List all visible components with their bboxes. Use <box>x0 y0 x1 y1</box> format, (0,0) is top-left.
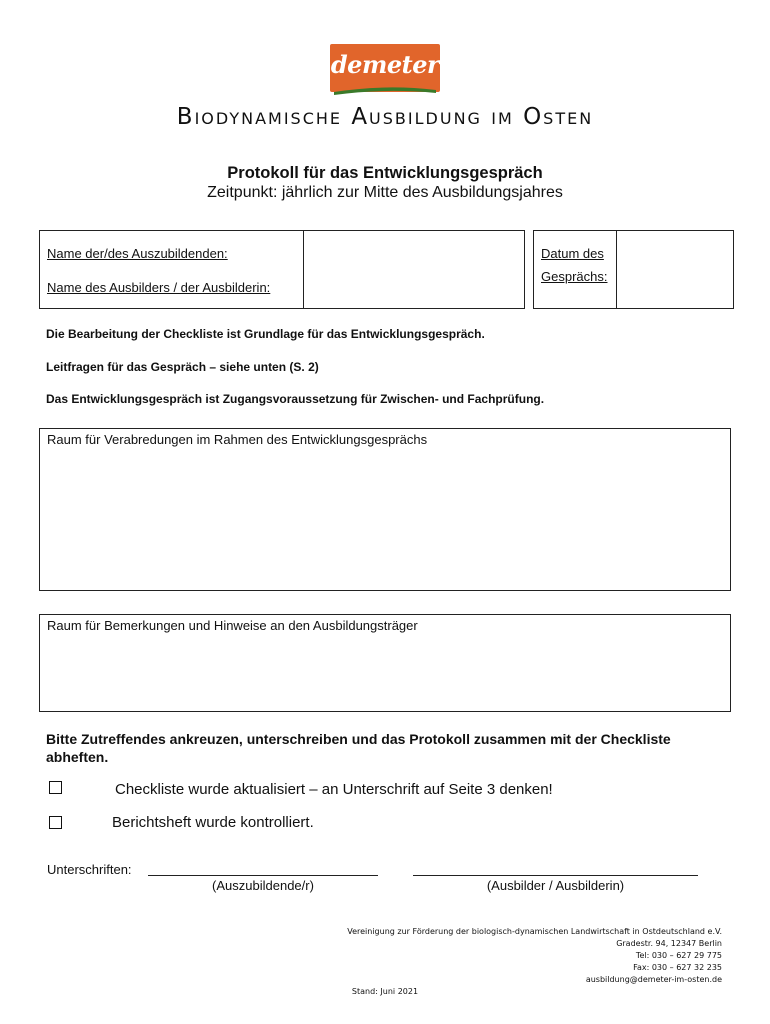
instruction-checklist: Die Bearbeitung der Checkliste ist Grundlage für das Entwicklungsgespräch. <box>46 327 485 341</box>
footer-fax: Fax: 030 – 627 32 235 <box>633 963 722 972</box>
trainee-signature-line[interactable] <box>148 875 378 876</box>
checkbox-checklist-updated-label: Checkliste wurde aktualisiert – an Unterschrift auf Seite 3 denken! <box>115 781 553 798</box>
instruction-prerequisite: Das Entwicklungsgespräch ist Zugangsvoraussetzung für Zwischen- und Fachprüfung. <box>46 392 545 406</box>
instruction-guiding-questions: Leitfragen für das Gespräch – siehe unten (S. 2) <box>46 360 319 374</box>
footer-email: ausbildung@demeter-im-osten.de <box>585 975 722 984</box>
document-title: Protokoll für das Entwicklungsgespräch <box>227 164 543 182</box>
trainer-signature-role: (Ausbilder / Ausbilderin) <box>486 878 625 893</box>
signatures-label: Unterschriften: <box>47 862 132 877</box>
document-version: Stand: Juni 2021 <box>351 987 419 996</box>
footer-address <box>302 926 722 986</box>
logo-wordmark: demeter <box>330 50 440 79</box>
date-label-line1: Datum des <box>541 246 604 261</box>
document-subtitle: Zeitpunkt: jährlich zur Mitte des Ausbildungsjahres <box>207 184 563 201</box>
date-input-cell[interactable] <box>616 230 734 309</box>
checkbox-report-checked[interactable] <box>49 816 62 829</box>
footer-organization: Vereinigung zur Förderung der biologisch-dynamischen Landwirtschaft in Ostdeutschland e.V. <box>347 927 722 936</box>
names-label-cell <box>39 230 304 309</box>
footer-phone: Tel: 030 – 627 29 775 <box>635 951 722 960</box>
organization-title: Biodynamische Ausbildung im Osten <box>176 104 594 130</box>
logo-swoosh-icon <box>330 82 440 96</box>
trainer-signature-line[interactable] <box>413 875 698 876</box>
footer-street: Gradestr. 94, 12347 Berlin <box>616 939 722 948</box>
checkbox-report-checked-label: Berichtsheft wurde kontrolliert. <box>112 814 314 831</box>
final-instruction: Bitte Zutreffendes ankreuzen, unterschreiben und das Protokoll zusammen mit der Checkliste abheften. <box>46 731 671 765</box>
date-label-line2: Gesprächs: <box>541 269 608 284</box>
agreements-area[interactable] <box>39 428 731 591</box>
agreements-area-label: Raum für Verabredungen im Rahmen des Entwicklungsgesprächs <box>47 432 428 447</box>
trainee-signature-role: (Auszubildende/r) <box>212 878 314 893</box>
demeter-logo <box>330 44 440 94</box>
remarks-area-label: Raum für Bemerkungen und Hinweise an den Ausbildungsträger <box>47 618 418 633</box>
trainee-name-label: Name der/des Auszubildenden: <box>47 246 228 261</box>
trainer-name-label: Name des Ausbilders / der Ausbilderin: <box>47 280 271 295</box>
checkbox-checklist-updated[interactable] <box>49 781 62 794</box>
names-input-cell[interactable] <box>303 230 525 309</box>
